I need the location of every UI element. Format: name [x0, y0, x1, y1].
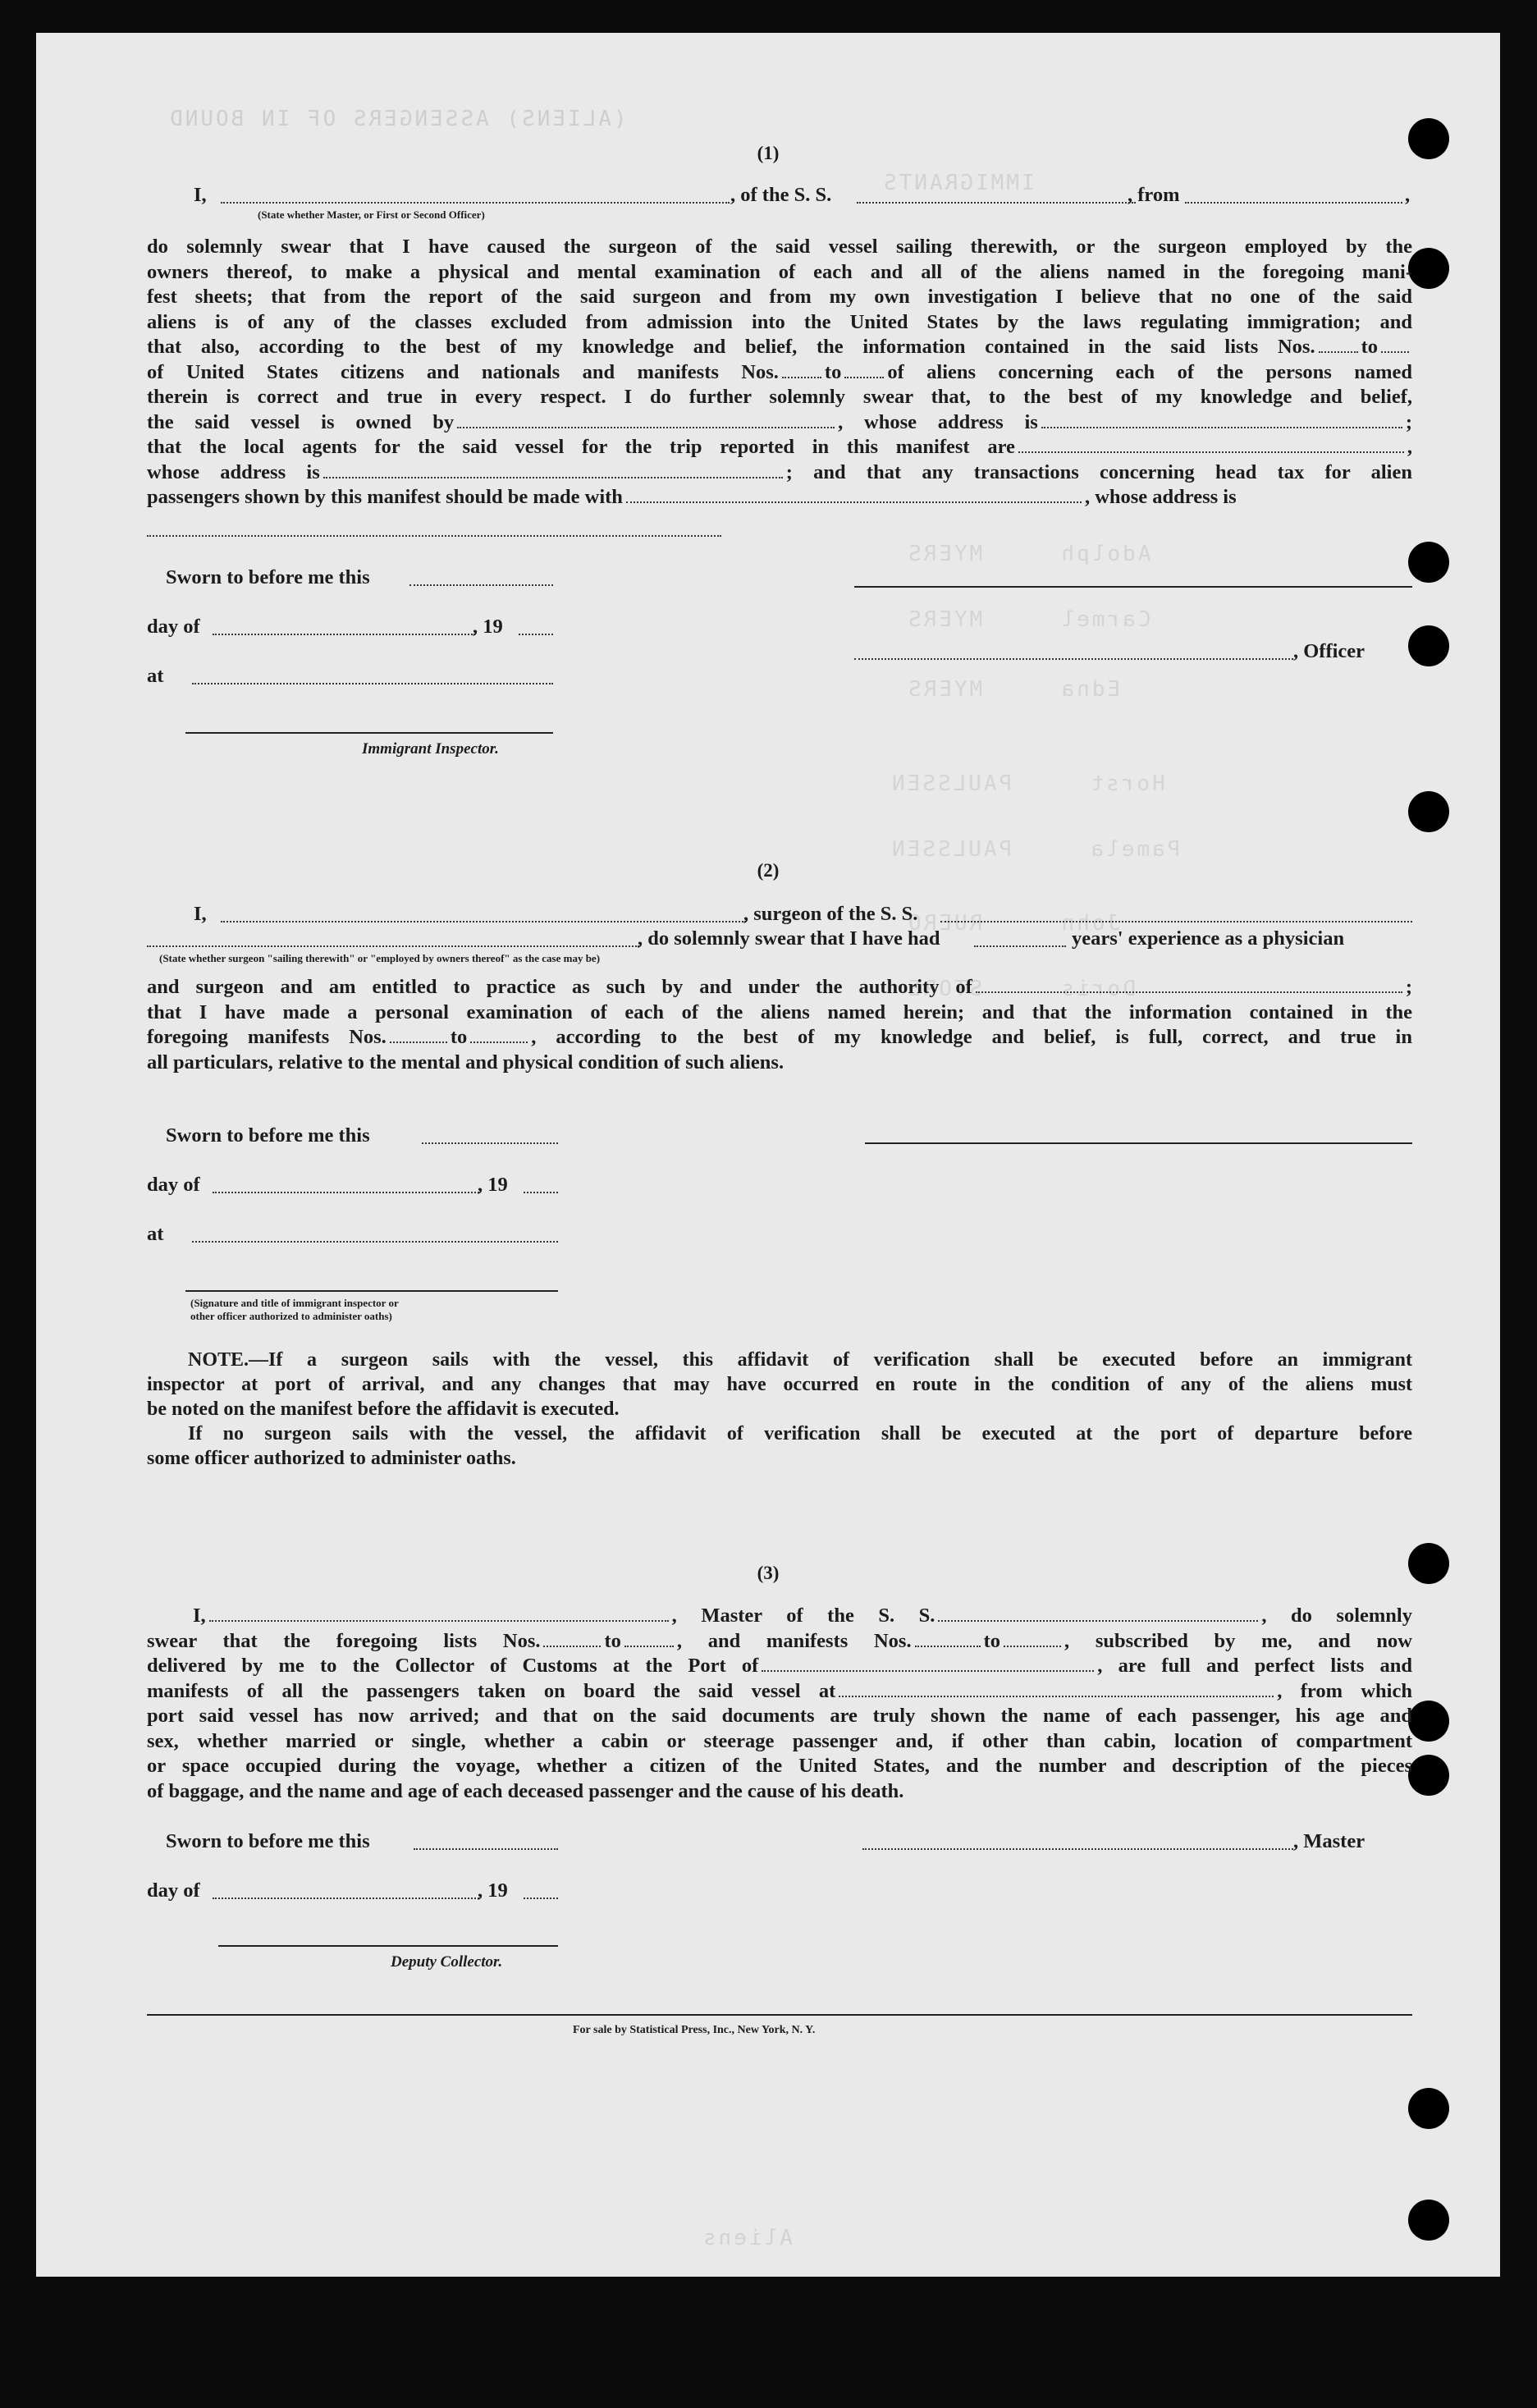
signature-caption: other officer authorized to administer oaths) — [190, 1310, 392, 1322]
bleed-through-text: IMMIGRANTS — [881, 171, 1035, 195]
blank-agents-address[interactable] — [323, 462, 783, 478]
bleed-through-text: Edna MYERS — [906, 677, 1121, 702]
master-label: , Master — [1293, 1830, 1365, 1852]
punch-hole — [1408, 248, 1449, 289]
blank-port[interactable] — [762, 1655, 1094, 1672]
from-label: , from — [1128, 184, 1180, 206]
blank-from-port[interactable] — [1185, 202, 1402, 204]
blank-month[interactable] — [213, 634, 475, 635]
blank-manifests-from[interactable] — [915, 1631, 981, 1647]
inspector-signature-line[interactable] — [185, 732, 553, 734]
note-text: NOTE.—If a surgeon sails with the vessel, this affidavit of verification shall be executed before an immigrant inspector at port of arrival, and any changes that may have occurred en route in the condition of any of the aliens must be noted on the manifest before the affidavit is executed. If no surgeon sails with the vessel, the affidavit of verification shall be executed at the port of departure before some officer authorized to administer oaths. — [147, 1349, 1412, 1469]
inspector-title: Immigrant Inspector. — [362, 740, 499, 758]
blank-manifests-to[interactable] — [1004, 1631, 1061, 1647]
blank-lists-from[interactable] — [543, 1631, 601, 1647]
day-of-label: day of — [147, 1174, 200, 1196]
punch-hole — [1408, 2088, 1449, 2129]
signature-caption: (Signature and title of immigrant inspector or — [190, 1297, 399, 1309]
punch-hole — [1408, 542, 1449, 583]
blank-manifest-to[interactable] — [844, 362, 884, 378]
blank-sworn-day[interactable] — [422, 1142, 558, 1144]
day-of-label: day of — [147, 1879, 200, 1902]
printer-credit: For sale by Statistical Press, Inc., New York, N. Y. — [573, 2024, 816, 2036]
inspector-signature-line[interactable] — [185, 1290, 558, 1292]
blank-list-to[interactable] — [1381, 336, 1409, 353]
blank-head-tax-address[interactable] — [147, 535, 721, 537]
bleed-through-text: Horst PAULSSEN — [890, 771, 1165, 796]
bleed-through-text: (ALIENS) ASSENGERS OF IN BOUND — [167, 107, 627, 131]
blank-owner[interactable] — [457, 412, 835, 428]
comma: , — [1405, 184, 1411, 206]
physician-label: years' experience as a physician — [1072, 927, 1345, 950]
section-number: (1) — [757, 143, 780, 163]
blank-list-from[interactable] — [1319, 336, 1358, 353]
blank-boarding-port[interactable] — [839, 1681, 1274, 1697]
blank-years-experience[interactable] — [974, 945, 1066, 947]
blank-vessel-name[interactable] — [857, 202, 1136, 204]
sworn-label: Sworn to before me this — [166, 566, 370, 588]
day-of-label: day of — [147, 616, 200, 638]
section-number: (2) — [757, 860, 780, 881]
blank-sworn-day[interactable] — [409, 584, 553, 586]
blank-sworn-day[interactable] — [414, 1848, 558, 1850]
bleed-through-text: Adolph MYERS — [906, 542, 1151, 566]
blank-agents[interactable] — [1018, 437, 1404, 453]
blank-head-tax-party[interactable] — [626, 487, 1082, 503]
form-page — [36, 33, 1500, 2277]
blank-year[interactable] — [519, 634, 553, 635]
punch-hole — [1408, 791, 1449, 832]
blank-surgeon-name[interactable] — [221, 921, 746, 922]
at-label: at — [147, 665, 164, 687]
at-label: at — [147, 1223, 164, 1245]
section-number: (3) — [757, 1563, 780, 1583]
bleed-through-text: John RUERO — [906, 911, 1121, 936]
bleed-through-text: Doris STORE — [906, 977, 1136, 1001]
section2-oath-text: and surgeon and am entitled to practice as such by and under the authority of ; that I have made a personal examination of each of the aliens named herein; and that the information contained in the foregoing manifests Nos. to , according to the best of my knowledge and belief, is full, correct, and true in all particulars, relative to the mental and physical condition of such aliens. — [147, 976, 1412, 1074]
blank-surgeon-vessel[interactable] — [940, 921, 1412, 922]
blank-surgeon-manifest-to[interactable] — [470, 1027, 528, 1043]
blank-manifest-from[interactable] — [782, 362, 821, 378]
blank-officer-name[interactable] — [221, 202, 730, 204]
surgeon-of-ss-label: , surgeon of the S. S. — [743, 903, 918, 925]
blank-surgeon-manifest-from[interactable] — [390, 1027, 447, 1043]
officer-label: , Officer — [1293, 640, 1365, 662]
punch-hole — [1408, 625, 1449, 666]
punch-hole — [1408, 1701, 1449, 1742]
officer-caption: (State whether Master, or First or Second Officer) — [258, 208, 485, 221]
officer-signature-line-1[interactable] — [854, 586, 1412, 588]
year-label: , 19 — [473, 616, 503, 638]
blank-place[interactable] — [192, 1241, 558, 1243]
surgeon-signature-line[interactable] — [865, 1142, 1412, 1144]
sworn-label: Sworn to before me this — [166, 1830, 370, 1852]
blank-lists-to[interactable] — [624, 1631, 674, 1647]
blank-surgeon-status[interactable] — [147, 945, 639, 947]
blank-master-name[interactable] — [209, 1605, 669, 1622]
officer-signature-line-2[interactable] — [854, 658, 1293, 660]
blank-year[interactable] — [524, 1898, 558, 1899]
section3-oath-text: I, , Master of the S. S. , do solemnly swear that the foregoing lists Nos. to , and manifests Nos. to , subscribed by me, and now delivered by me to the Collector of Customs at the Port of , are full and perfect lists and manifests of all the passengers taken on board the said vessel at , from which port said vessel has now arrived; and that on the said documents are truly shown the name of each passenger, his age and sex, whether married or single, whether a cabin or steerage passenger and, if other than cabin, location of compartment or space occupied during the voyage, whether a citizen of the United States, and the number and description of the pieces of baggage, and the name and age of each deceased passenger and the cause of his death. — [147, 1605, 1412, 1802]
surgeon-swear-label: , do solemnly swear that I have had — [638, 927, 940, 950]
punch-hole — [1408, 1755, 1449, 1796]
year-label: , 19 — [478, 1174, 508, 1196]
master-signature-line[interactable] — [862, 1848, 1293, 1850]
blank-place[interactable] — [192, 683, 553, 684]
oath-i-label: I, — [194, 903, 207, 925]
blank-year[interactable] — [524, 1192, 558, 1193]
bleed-through-text: Pamela PAULSSEN — [890, 837, 1181, 862]
blank-month[interactable] — [213, 1192, 479, 1193]
sworn-label: Sworn to before me this — [166, 1124, 370, 1147]
blank-master-vessel[interactable] — [938, 1605, 1258, 1622]
bleed-through-text: Aliens — [701, 2226, 793, 2250]
blank-month[interactable] — [213, 1898, 479, 1899]
bleed-through-text: Carmel MYERS — [906, 607, 1151, 632]
blank-authority[interactable] — [976, 977, 1402, 993]
oath-i-label: I, — [194, 184, 207, 206]
footer-rule — [147, 2014, 1412, 2016]
year-label: , 19 — [478, 1879, 508, 1902]
of-ss-label: , of the S. S. — [730, 184, 832, 206]
blank-owner-address[interactable] — [1041, 412, 1402, 428]
surgeon-caption: (State whether surgeon "sailing therewith" or "employed by owners thereof" as the case may be) — [159, 952, 601, 964]
deputy-signature-line[interactable] — [218, 1945, 558, 1947]
punch-hole — [1408, 2200, 1449, 2241]
section1-oath-text: do solemnly swear that I have caused the surgeon of the said vessel sailing therewith, or the surgeon employed by the owners thereof, to make a physical and mental examination of each and all of the aliens named in the foregoing mani- fest sheets; that from the report of the said surgeon and from my own investigation I believe that no one of the said aliens is of any of the classes excluded from admission into the United States by the laws regulating immigration; and that also, according to the best of my knowledge and belief, the information contained in the said lists Nos. to of United States citizens and nationals and manifests Nos. to of aliens concerning each of the persons named therein is correct and true in every respect. I do further solemnly swear that, to the best of my knowledge and belief, the said vessel is owned by , whose address is ; that the local agents for the said vessel for the trip reported in this manifest are , whose address is ; and that any transactions concerning head tax for alien passengers shown by this manifest should be made with , whose address is — [147, 236, 1412, 508]
deputy-collector-title: Deputy Collector. — [391, 1953, 503, 1971]
